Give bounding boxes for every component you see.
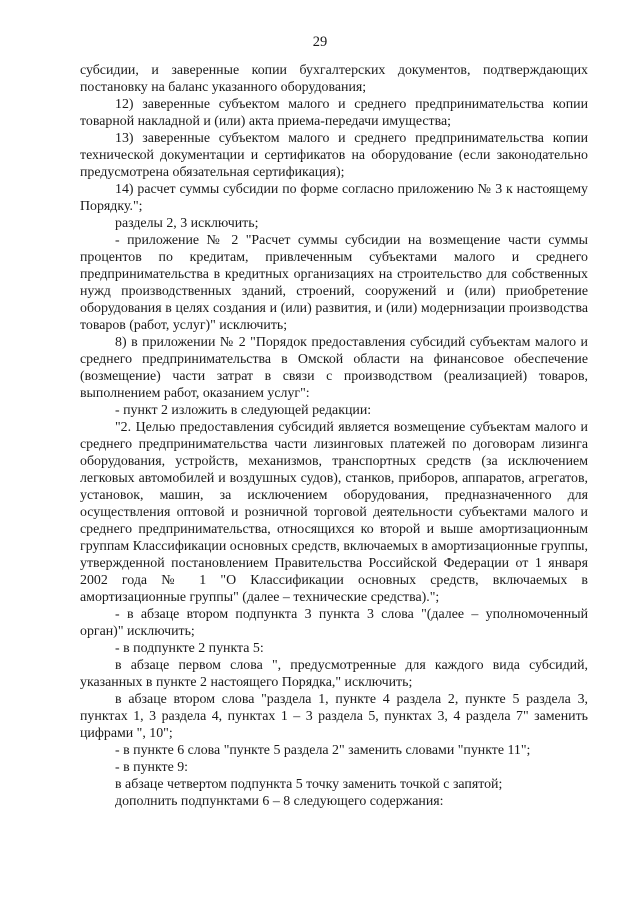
paragraph: в абзаце втором слова "раздела 1, пункте 4 раздела 2, пункте 5 раздела 3, пунктах 1, 3 раздела 4, пунктах 1 – 3 раздела 5, пунктах 3, 4 раздела 7" заменить цифрами ", 10"; [80, 692, 588, 741]
paragraph: в абзаце четвертом подпункта 5 точку заменить точкой с запятой; [115, 777, 503, 792]
paragraph: 13) заверенные субъектом малого и среднего предпринимательства копии технической документации и сертификатов на оборудование (если законодательно предусмотрена обязательная сертификация); [80, 131, 588, 180]
page-number: 29 [312, 34, 328, 50]
paragraph: - в подпункте 2 пункта 5: [115, 641, 264, 656]
paragraph: - приложение № 2 "Расчет суммы субсидии на возмещение части суммы процентов по кредитам, привлеченным субъектами малого и среднего предпринимательства в кредитных организациях на строительство для собственных нужд производственных зданий, строений, сооружений и (или) приобретение оборудования в целях создания и (или) развития, и (или) модернизации производства товаров (работ, услуг)" исключить; [80, 233, 588, 333]
paragraph: 8) в приложении № 2 "Порядок предоставления субсидий субъектам малого и среднего предпринимательства в Омской области на финансовое обеспечение (возмещение) части затрат в связи с производством (реализацией) товаров, выполнением работ, оказанием услуг": [80, 335, 588, 401]
paragraph: субсидии, и заверенные копии бухгалтерских документов, подтверждающих постановку на баланс указанного оборудования; [80, 63, 588, 95]
paragraph: дополнить подпунктами 6 – 8 следующего содержания: [115, 794, 444, 809]
paragraph: - в пункте 6 слова "пункте 5 раздела 2" заменить словами "пункте 11"; [115, 743, 531, 758]
paragraph: - пункт 2 изложить в следующей редакции: [115, 403, 372, 418]
paragraph: - в абзаце втором подпункта 3 пункта 3 слова "(далее – уполномоченный орган)" исключить; [80, 607, 588, 639]
body-text [80, 62, 588, 810]
paragraph: разделы 2, 3 исключить; [115, 216, 259, 231]
paragraph: 14) расчет суммы субсидии по форме согласно приложению № 3 к настоящему Порядку."; [80, 182, 588, 214]
paragraph: "2. Целью предоставления субсидий является возмещение субъектам малого и среднего предпринимательства части лизинговых платежей по договорам лизинга оборудования, устройств, механизмов, транспортных средств (за исключением легковых автомобилей и воздушных судов), станков, приборов, аппаратов, агрегатов, установок, машин, за исключением оборудования, предназначенного для осуществления оптовой и розничной торговой деятельности субъектами малого и среднего предпринимательства, относящихся ко второй и выше амортизационным группам Классификации основных средств, включаемых в амортизационные группы, утвержденной постановлением Правительства Российской Федерации от 1 января 2002 года № 1 "О Классификации основных средств, включаемых в амортизационные группы" (далее – технические средства)."; [80, 420, 588, 605]
paragraph: в абзаце первом слова ", предусмотренные для каждого вида субсидий, указанных в пункте 2 настоящего Порядка," исключить; [80, 658, 588, 690]
paragraph: - в пункте 9: [115, 760, 189, 775]
paragraph: 12) заверенные субъектом малого и среднего предпринимательства копии товарной накладной и (или) акта приема-передачи имущества; [80, 97, 588, 129]
